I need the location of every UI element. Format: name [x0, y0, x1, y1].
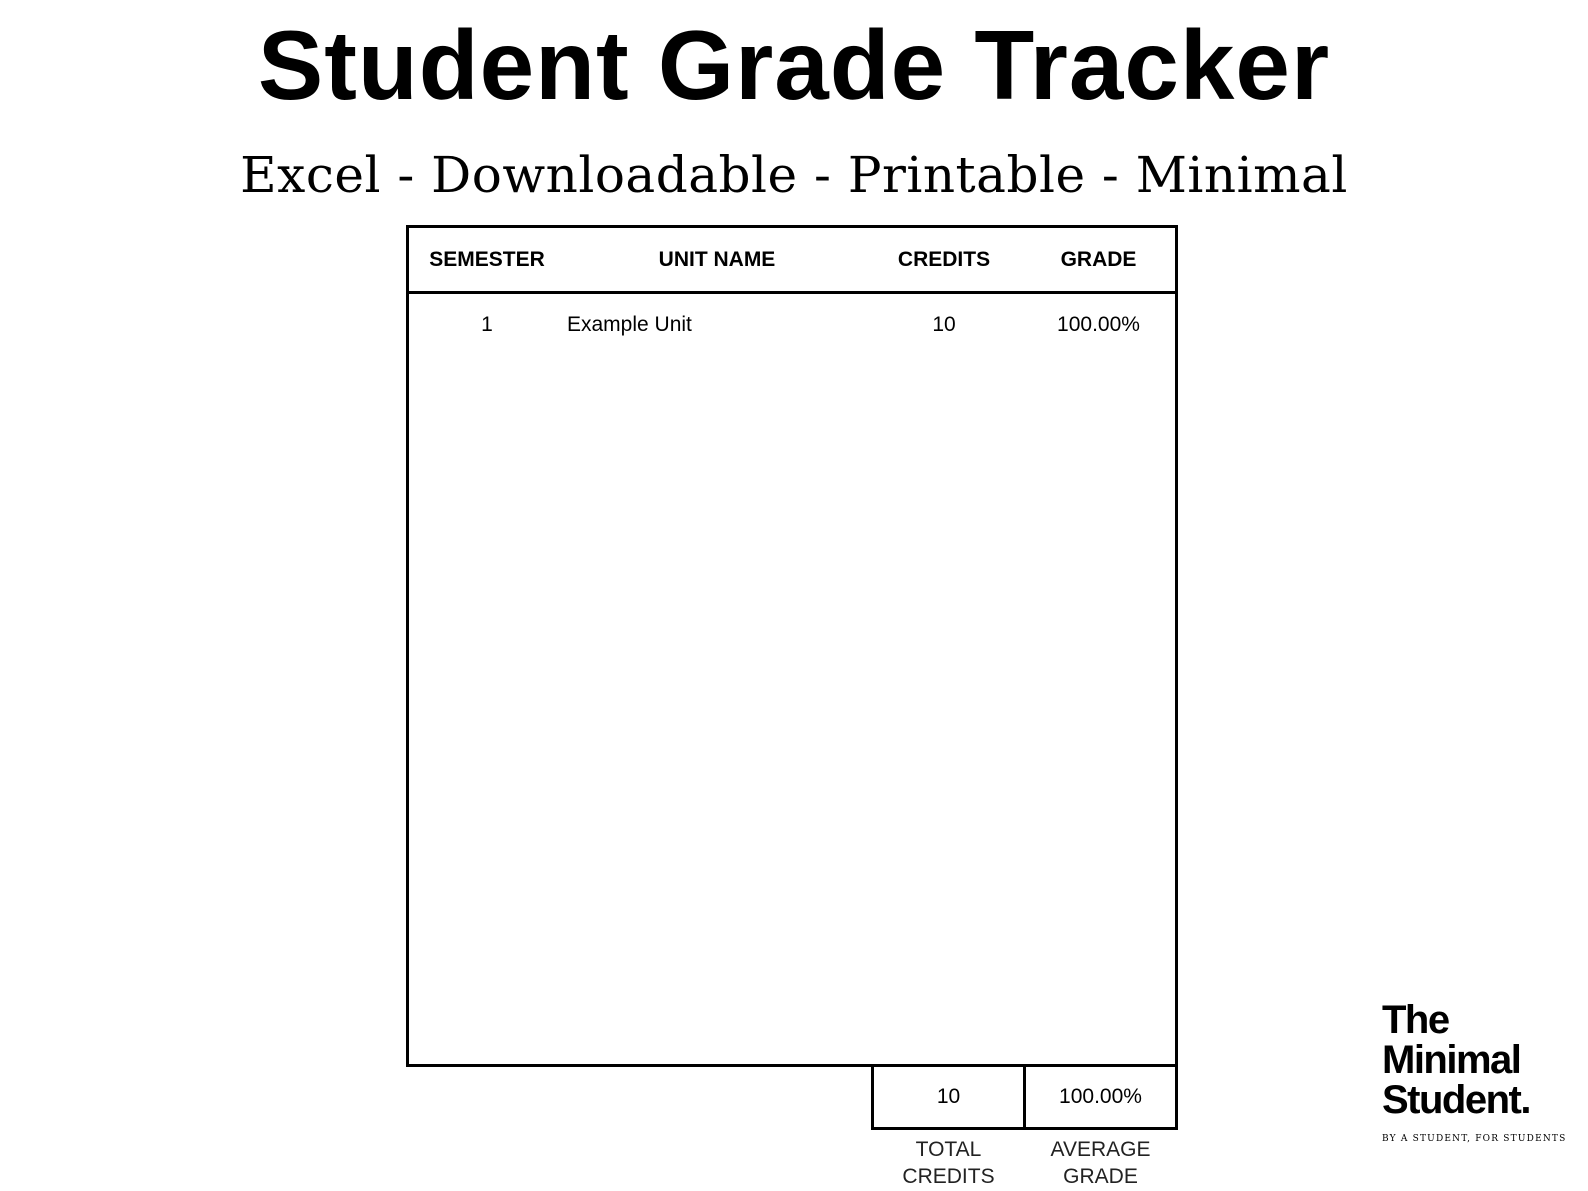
brand-tagline: BY A STUDENT, FOR STUDENTS [1382, 1134, 1567, 1144]
page-title: Student Grade Tracker [257, 10, 1331, 120]
column-header-grade: GRADE [1060, 248, 1137, 271]
total-credits-label-line2: CREDITS [902, 1165, 995, 1188]
average-grade-value: 100.00% [1023, 1064, 1178, 1130]
table-header [409, 228, 1175, 294]
cell-grade: 100.00% [1057, 313, 1140, 336]
grade-table [406, 225, 1178, 1067]
brand-logo [1382, 1000, 1572, 1144]
column-header-unit-name: UNIT NAME [658, 248, 776, 271]
total-credits-label [871, 1136, 1026, 1190]
column-header-credits: CREDITS [897, 248, 991, 271]
brand-line-student: Student. [1382, 1078, 1530, 1122]
average-grade-label [1023, 1136, 1178, 1190]
total-credits-label-line1: TOTAL [915, 1138, 982, 1161]
column-header-semester: SEMESTER [429, 248, 545, 271]
average-grade-label-line2: GRADE [1063, 1165, 1138, 1188]
brand-line-minimal: Minimal [1382, 1038, 1521, 1082]
cell-semester: 1 [481, 313, 493, 336]
brand-line-the: The [1382, 998, 1449, 1042]
cell-unit-name: Example Unit [567, 313, 692, 336]
total-credits-value: 10 [871, 1064, 1026, 1130]
page-subtitle: Excel - Downloadable - Printable - Minimal [240, 146, 1348, 204]
cell-credits: 10 [932, 313, 956, 336]
average-grade-label-line1: AVERAGE [1050, 1138, 1151, 1161]
